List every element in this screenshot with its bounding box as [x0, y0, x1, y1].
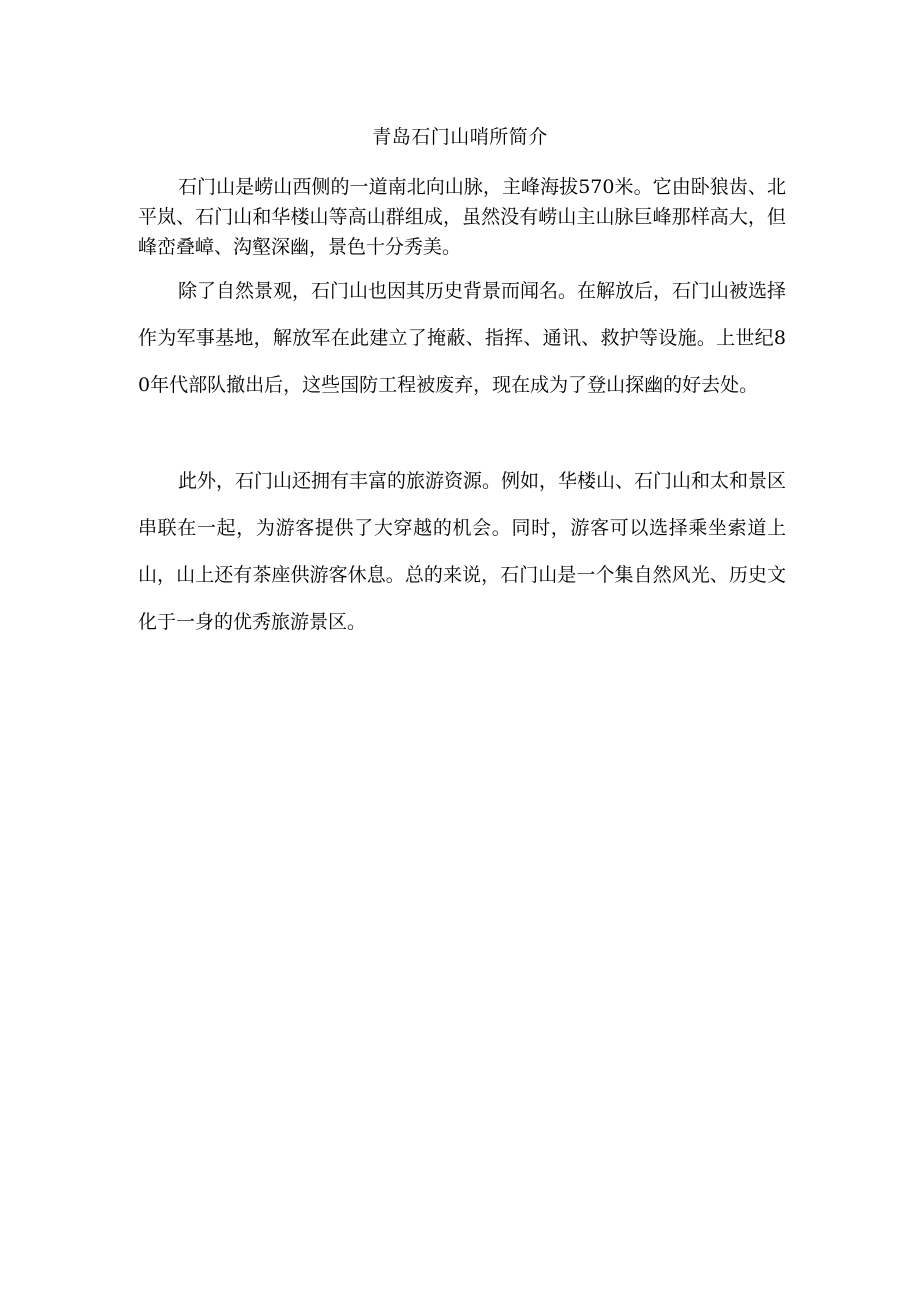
paragraph-2: 除了自然景观，石门山也因其历史背景而闻名。在解放后，石门山被选择作为军事基地，解放军在此建立了掩蔽、指挥、通讯、救护等设施。上世纪80年代部队撤出后，这些国防工程被废弃，现在成为了登山探幽的好去处。 — [138, 280, 787, 396]
paragraph-1: 石门山是崂山西侧的一道南北向山脉，主峰海拔570米。它由卧狼齿、北平岚、石门山和华楼山等高山群组成，虽然没有崂山主山脉巨峰那样高大，但峰峦叠嶂、沟壑深幽，景色十分秀美。 — [138, 176, 786, 258]
document-title: 青岛石门山哨所简介 — [372, 126, 548, 148]
paragraph-3: 此外，石门山还拥有丰富的旅游资源。例如，华楼山、石门山和太和景区串联在一起，为游客提供了大穿越的机会。同时，游客可以选择乘坐索道上山，山上还有茶座供游客休息。总的来说，石门山是一个集自然风光、历史文化于一身的优秀旅游景区。 — [138, 470, 787, 633]
